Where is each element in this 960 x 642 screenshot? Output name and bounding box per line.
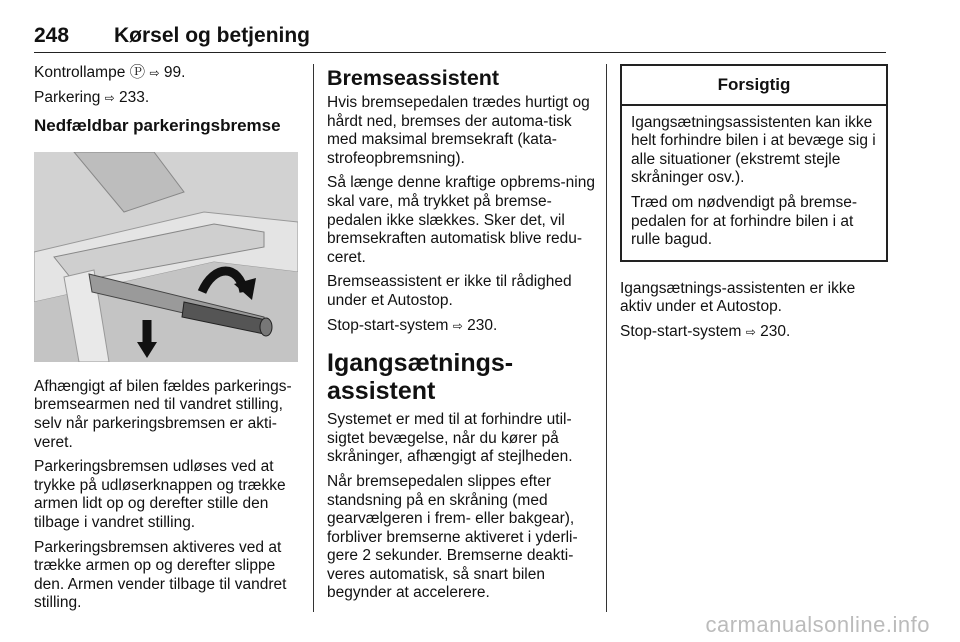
column-left <box>34 64 302 619</box>
page-ref-arrow-icon: ⇨ <box>452 318 463 333</box>
page-header <box>34 22 886 53</box>
page-ref-arrow-icon: ⇨ <box>149 66 160 80</box>
caution-body <box>622 106 886 260</box>
caution-title: Forsigtig <box>622 66 886 106</box>
page-ref-arrow-icon: ⇨ <box>104 90 115 105</box>
parking-lamp-icon: Ⓟ <box>129 64 146 81</box>
caution-box <box>620 64 888 262</box>
reference-line: Parkering ⇨ 233. <box>34 88 150 106</box>
page-ref-link[interactable]: 230. <box>755 322 791 340</box>
watermark: carmanualsonline.info <box>705 612 930 637</box>
reference-line: Kontrollampe Ⓟ ⇨ 99. <box>34 64 186 81</box>
page-number: 248 <box>34 24 70 47</box>
page-ref-link[interactable]: 233. <box>114 88 150 106</box>
section-heading: Igangsætnings-assistent <box>327 349 514 406</box>
body-paragraph: Afhængigt af bilen fældes parkerings-bremsearmen ned til vandret stilling, selv når parkeringsbremsen er akti-veret. <box>34 377 292 451</box>
page-ref-link[interactable]: 99. <box>159 64 186 81</box>
body-paragraph: Parkeringsbremsen aktiveres ved at trække armen op og derefter slippe den. Armen vender tilbage til vandret stilling. <box>34 538 287 612</box>
section-heading: Bremseassistent <box>327 66 500 90</box>
body-paragraph: Parkeringsbremsen udløses ved at trykke på udløserknappen og trække armen lidt op og derefter stille den tilbage i vandret stilling. <box>34 458 286 531</box>
body-paragraph: Igangsætnings-assistenten er ikke aktiv under et Autostop. <box>620 279 856 316</box>
parking-brake-illustration <box>34 152 298 362</box>
reference-line: Stop-start-system ⇨ 230. <box>620 322 791 340</box>
reference-line: Stop-start-system ⇨ 230. <box>327 316 498 334</box>
body-paragraph: Hvis bremsepedalen trædes hurtigt og hårdt ned, bremses der automa-tisk med maksimal bremsekraft (kata-strofeopbremsning). <box>327 94 590 167</box>
column-middle <box>327 64 595 609</box>
body-paragraph: Systemet er med til at forhindre util-sigtet bevægelse, når du kører på skråninger, afhængigt af stejlheden. <box>327 411 573 466</box>
section-heading: Nedfældbar parkeringsbremse <box>34 116 281 136</box>
body-paragraph: Når bremsepedalen slippes efter standsning på en skråning (med gearvælgeren i frem- eller bakgear), forbliver bremserne aktiveret i yderli-gere 2 sekunder. Bremserne deakti-veres automatisk, så snart bilen begynder at accelerere. <box>327 472 578 602</box>
body-paragraph: Så længe denne kraftige opbrems-ning skal vare, må trykket på bremse-pedalen ikke slækkes. Sker det, vil bremsekraften automatisk blive redu-ceret. <box>327 174 595 266</box>
page-ref-link[interactable]: 230. <box>462 316 498 334</box>
column-divider <box>313 64 314 612</box>
chapter-title: Kørsel og betjening <box>114 24 311 47</box>
page-ref-arrow-icon: ⇨ <box>745 324 756 339</box>
caution-paragraph: Igangsætningsassistenten kan ikke helt forhindre bilen i at bevæge sig i alle situationer (ekstremt stejle skråninger osv.). <box>631 113 876 187</box>
column-divider <box>606 64 607 612</box>
column-right <box>620 64 888 348</box>
caution-paragraph: Træd om nødvendigt på bremse-pedalen for at forhindre bilen i at rulle bagud. <box>631 193 857 249</box>
body-paragraph: Bremseassistent er ikke til rådighed under et Autostop. <box>327 273 572 309</box>
